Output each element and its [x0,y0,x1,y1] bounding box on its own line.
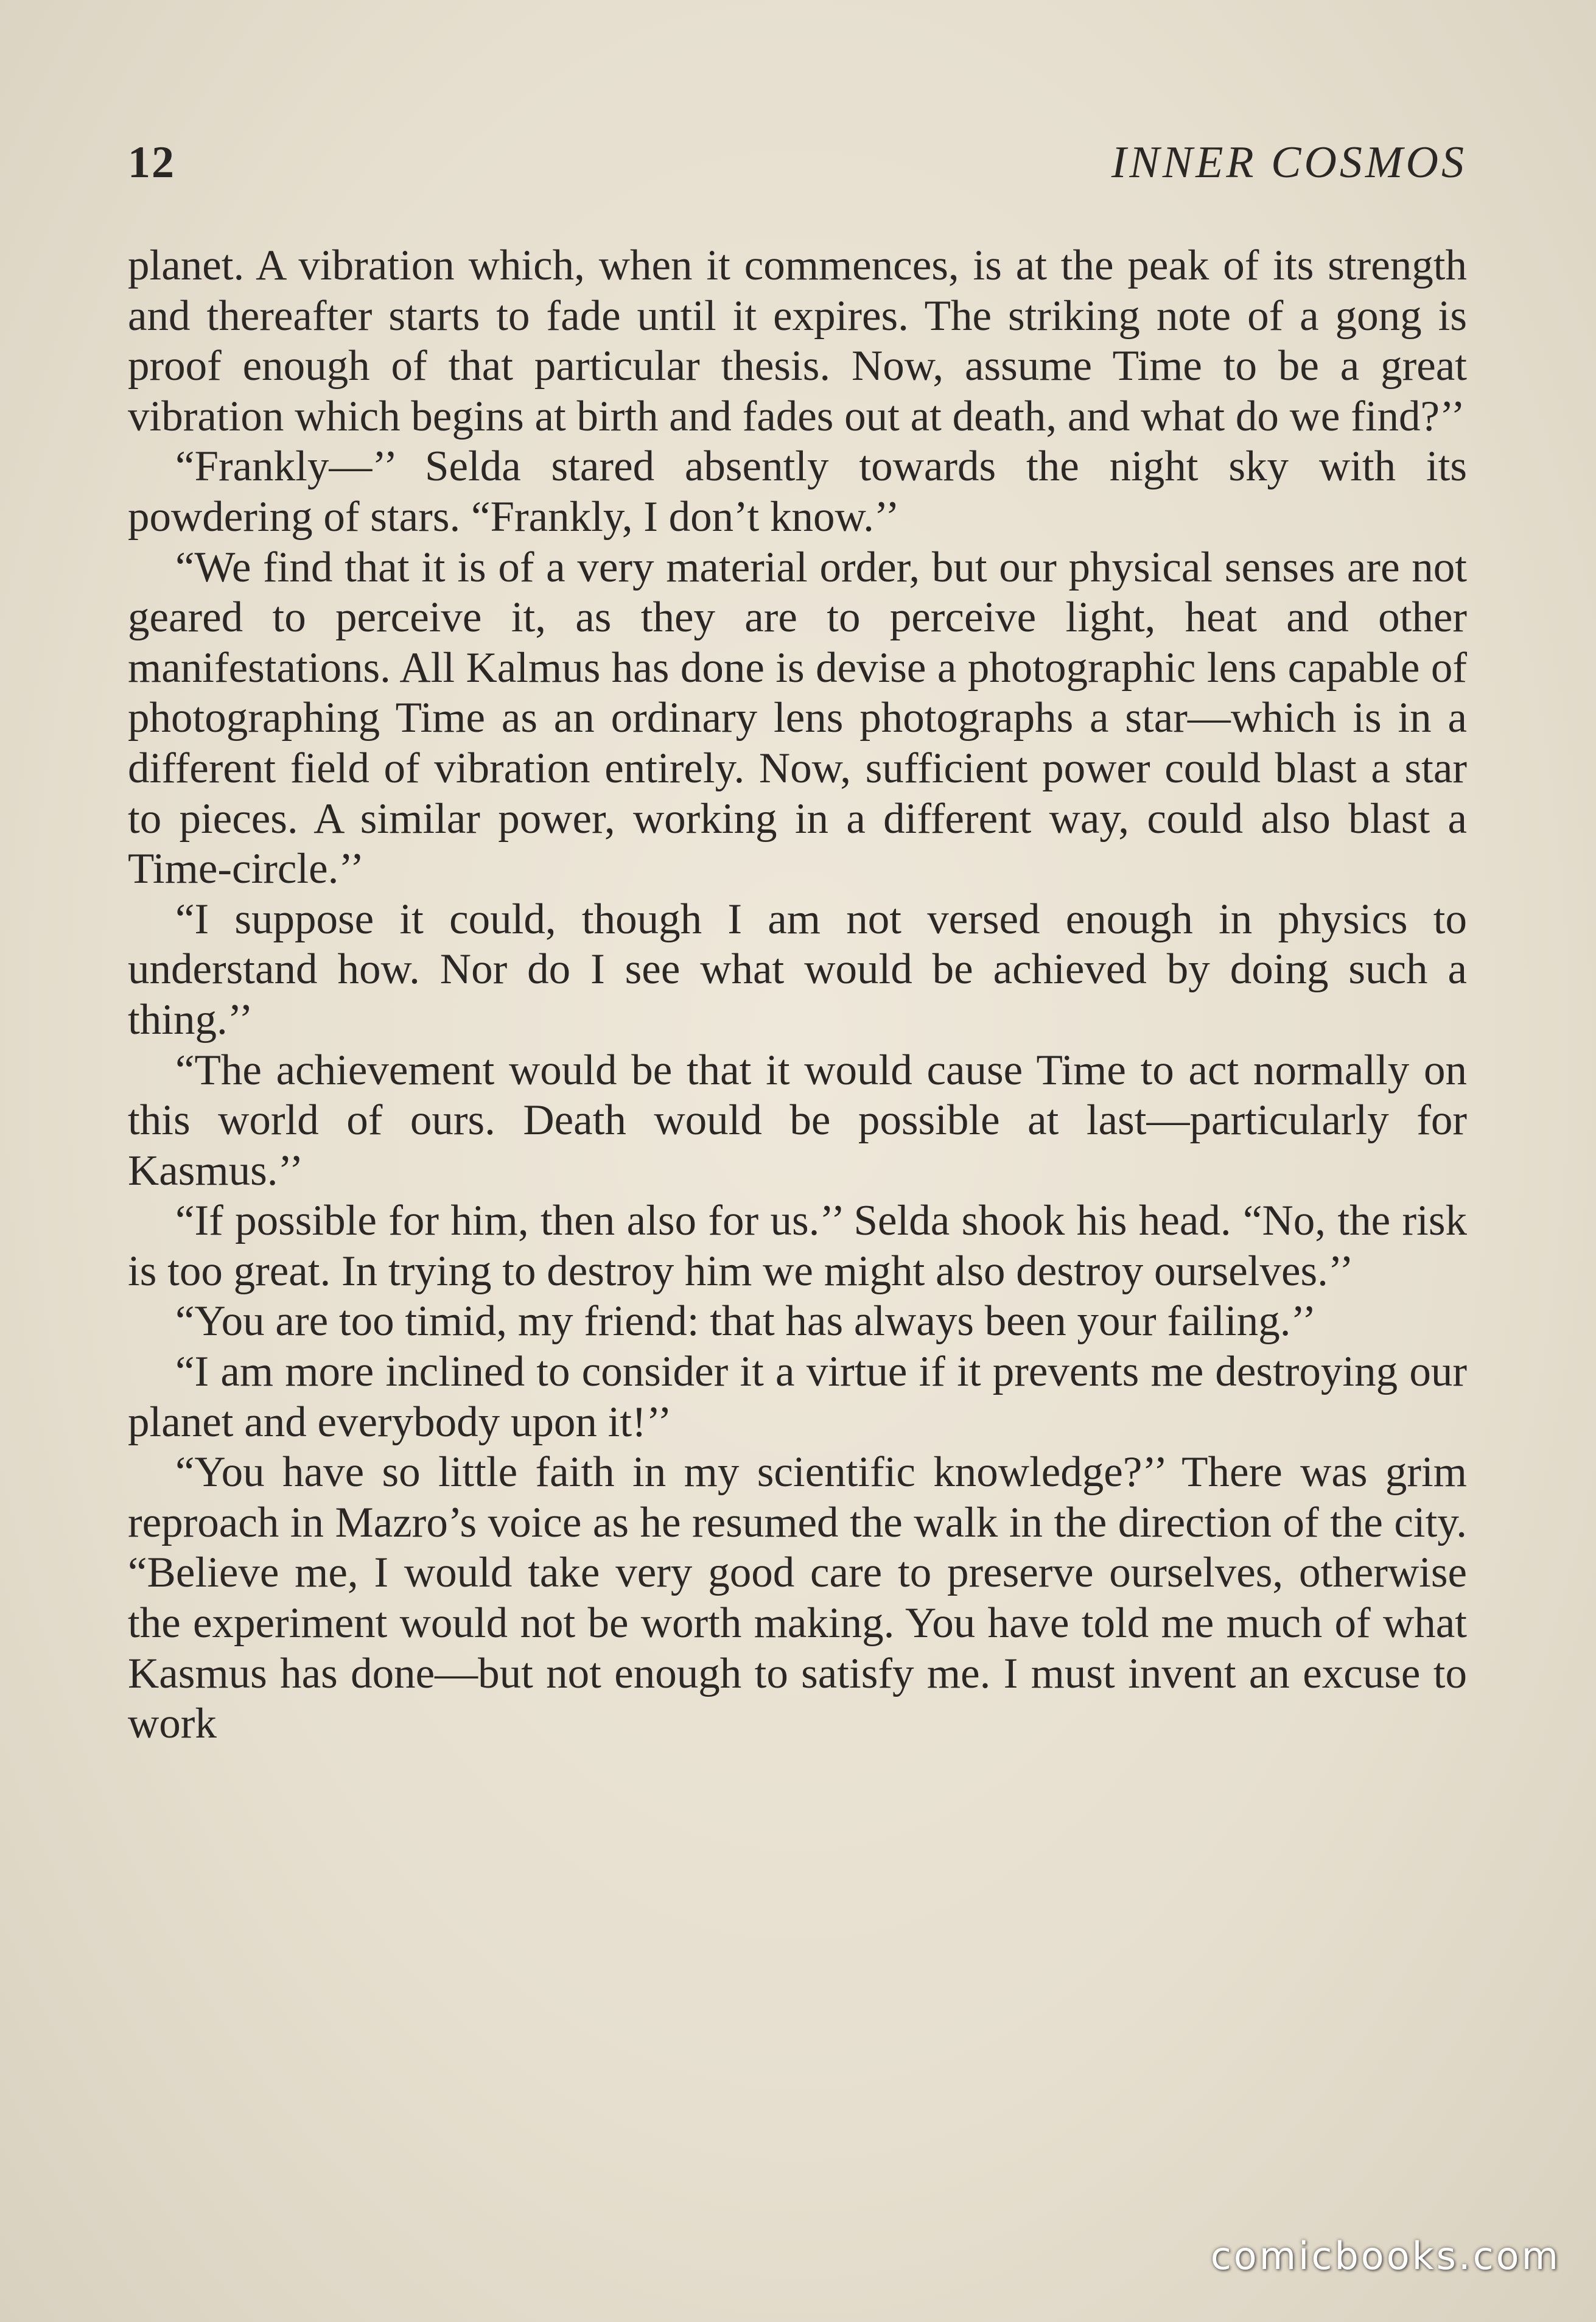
paragraph: “Frankly—’’ Selda stared absently towards the night sky with its powdering of stars. “Frankly, I don’t know.’’ [128,443,1467,541]
paragraph: “I suppose it could, though I am not versed enough in physics to understand how. Nor do I see what would be achieved by doing such a thing.’’ [128,895,1467,1043]
paragraph: “You are too timid, my friend: that has always been your failing.’’ [175,1297,1317,1345]
page-header [128,137,1467,210]
paragraph: planet. A vibration which, when it commences, is at the peak of its strength and thereafter starts to fade until it expires. The striking note of a gong is proof enough of that particular thesis. Now, assume Time to be a great vibration which begins at birth and fades out at death, and what do we find?’’ [128,242,1467,440]
body-text [128,240,1467,1749]
paragraph: “The achievement would be that it would cause Time to act normally on this world of ours. Death would be possible at last—particularly for Kasmus.’’ [128,1046,1467,1194]
watermark: comicbooks.com [1210,2234,1561,2278]
paragraph: “You have so little faith in my scientific knowledge?’’ There was grim reproach in Mazro’s voice as he resumed the walk in the direction of the city. “Believe me, I would take very good care to preserve ourselves, otherwise the experiment would not be worth making. You have told me much of what Kasmus has done—but not enough to satisfy me. I must invent an excuse to work [128,1448,1467,1748]
paragraph: “If possible for him, then also for us.’’ Selda shook his head. “No, the risk is too great. In trying to destroy him we might also destroy ourselves.’’ [128,1197,1467,1295]
running-title: INNER COSMOS [1111,138,1467,188]
paragraph: “We find that it is of a very material order, but our physical senses are not geared to perceive it, as they are to perceive light, heat and other manifestations. All Kalmus has done is devise a photographic lens capable of photographing Time as an ordinary lens photographs a star—which is in a different field of vibration entirely. Now, sufficient power could blast a star to pieces. A similar power, working in a different way, could also blast a Time-circle.’’ [128,543,1467,893]
paragraph: “I am more inclined to consider it a virtue if it prevents me destroying our planet and everybody upon it!’’ [128,1348,1467,1446]
page-number: 12 [128,138,175,188]
